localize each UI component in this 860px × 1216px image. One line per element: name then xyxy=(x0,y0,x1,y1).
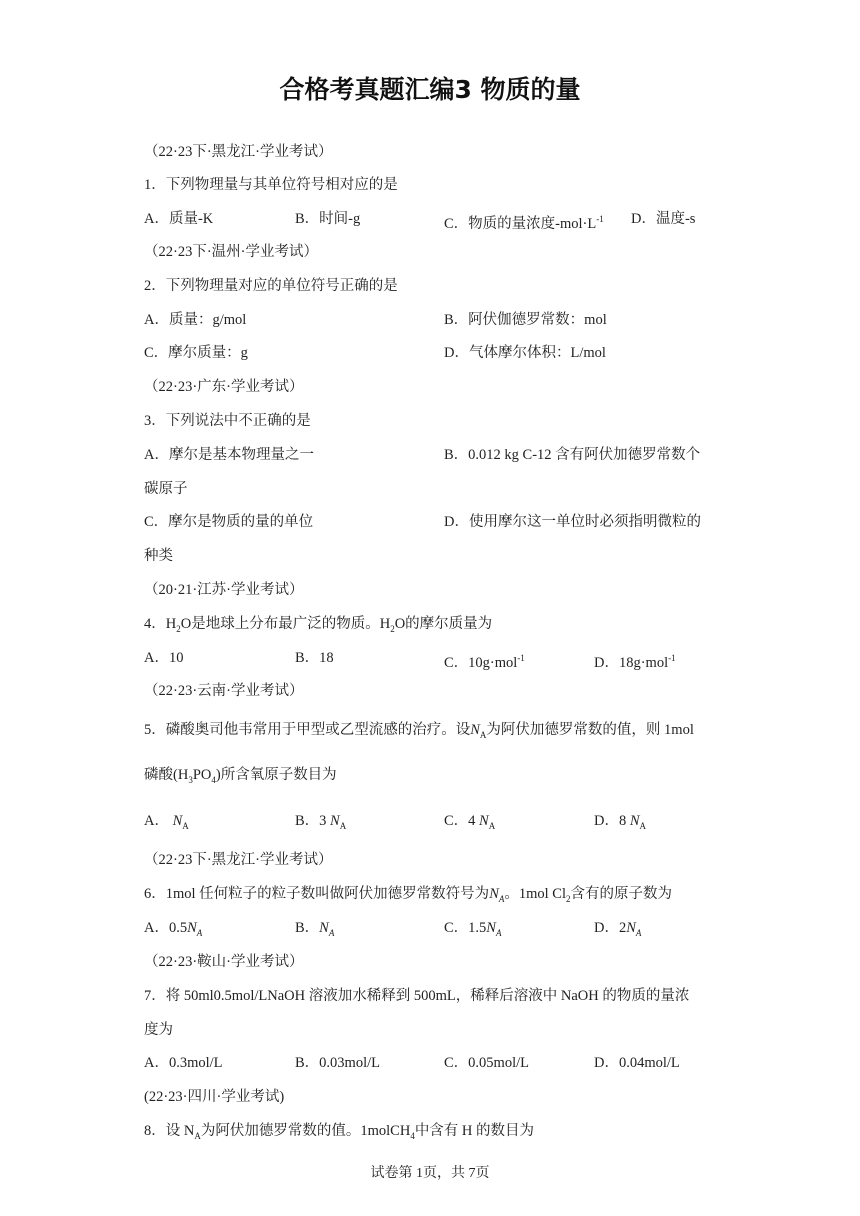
question-stem: 6．1mol 任何粒子的粒子数叫做阿伏加德罗常数符号为$N_A$。1mol $Cl_2$含有的原子数为 xyxy=(144,886,672,904)
question-source: （22·23下·黑龙江·学业考试） xyxy=(144,144,333,160)
option-c: C．物质的量浓度$-mol\cdot L^{-1}$ xyxy=(444,214,604,232)
option-b-continued: 碳原子 xyxy=(144,481,188,497)
option-d: D．18g·mol$^{-1}$ xyxy=(594,653,676,671)
option-d-continued: 种类 xyxy=(144,548,173,564)
option-a: A．质量：g/mol xyxy=(144,312,247,328)
option-b: B．18 xyxy=(295,650,334,666)
page-footer: 试卷第 1页，共 7页 xyxy=(370,1166,490,1181)
question-stem: 4．$H_2O$是地球上分布最广泛的物质。$H_2O$的摩尔质量为 xyxy=(144,616,493,634)
question-source: （22·23·云南·学业考试） xyxy=(144,683,304,699)
option-b: B．0.012 kg C-12 含有阿伏加德罗常数个 xyxy=(444,447,701,463)
option-b: B．$N_A$ xyxy=(295,920,335,938)
option-c: C．摩尔质量：g xyxy=(144,345,248,361)
option-a: A． $N_A$ xyxy=(144,813,189,831)
option-c: C．0.05mol/L xyxy=(444,1055,529,1071)
option-b: B．时间-g xyxy=(295,211,361,227)
question-stem: 1．下列物理量与其单位符号相对应的是 xyxy=(144,177,398,193)
question-source: （22·23下·温州·学业考试） xyxy=(144,244,318,260)
option-a: A．$0.5N_A$ xyxy=(144,920,203,938)
question-stem: 2．下列物理量对应的单位符号正确的是 xyxy=(144,278,398,294)
option-d: D．气体摩尔体积：L/mol xyxy=(444,345,606,361)
question-stem-continued: 度为 xyxy=(144,1022,173,1038)
option-c: C．4 $N_A$ xyxy=(444,813,496,831)
question-source: （20·21·江苏·学业考试） xyxy=(144,582,304,598)
option-d: D．0.04mol/L xyxy=(594,1055,680,1071)
question-source: （22·23·广东·学业考试） xyxy=(144,379,304,395)
question-source: （22·23·鞍山·学业考试） xyxy=(144,954,304,970)
question-source: （22·23下·黑龙江·学业考试） xyxy=(144,852,333,868)
question-stem: 5．磷酸奥司他韦常用于甲型或乙型流感的治疗。设$N_A$为阿伏加德罗常数的值，则 1mol xyxy=(144,722,694,740)
option-a: A．0.3mol/L xyxy=(144,1055,223,1071)
page-title: 合格考真题汇编3 物质的量 xyxy=(279,75,581,104)
question-source: (22·23·四川·学业考试) xyxy=(144,1089,285,1105)
question-stem: 3．下列说法中不正确的是 xyxy=(144,413,311,429)
question-stem-continued: 磷酸$(H_3PO_4)$所含氧原子数目为 xyxy=(144,767,337,785)
option-d: D．$2N_A$ xyxy=(594,920,642,938)
option-c: C．摩尔是物质的量的单位 xyxy=(144,514,314,530)
option-d: D．温度-s xyxy=(631,211,696,227)
option-b: B．阿伏伽德罗常数：mol xyxy=(444,312,607,328)
option-a: A．质量-K xyxy=(144,211,214,227)
question-stem: 8．设 $N_A$为阿伏加德罗常数的值。1molCH$_4$中含有 H 的数目为 xyxy=(144,1123,535,1141)
option-a: A．10 xyxy=(144,650,184,666)
option-b: B．3 $N_A$ xyxy=(295,813,347,831)
question-stem: 7．将 50ml0.5mol/LNaOH 溶液加水稀释到 500mL，稀释后溶液中 NaOH 的物质的量浓 xyxy=(144,988,690,1004)
option-a: A．摩尔是基本物理量之一 xyxy=(144,447,314,463)
option-c: C．$1.5N_A$ xyxy=(444,920,502,938)
option-d: D．8 $N_A$ xyxy=(594,813,647,831)
option-c: C．10g·mol$^{-1}$ xyxy=(444,653,525,671)
option-b: B．0.03mol/L xyxy=(295,1055,380,1071)
option-d: D．使用摩尔这一单位时必须指明微粒的 xyxy=(444,514,701,530)
